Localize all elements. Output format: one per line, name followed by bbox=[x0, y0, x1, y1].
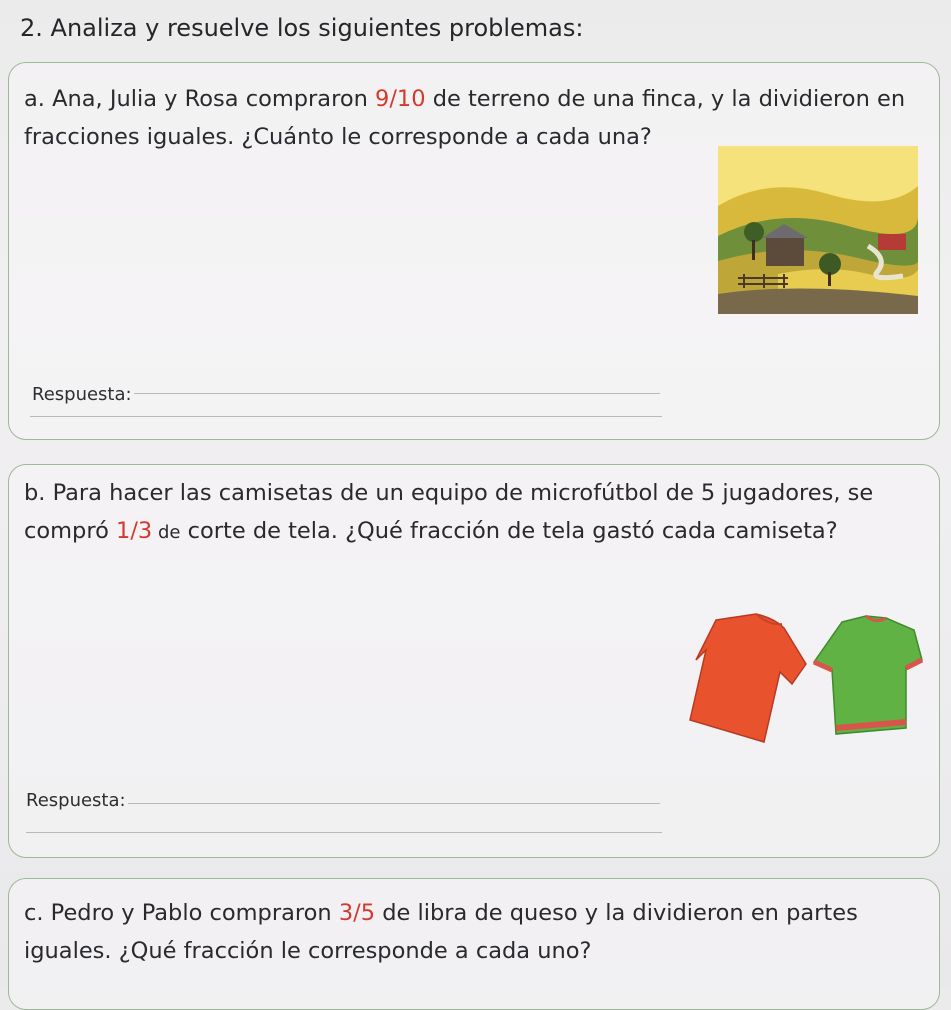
problem-b-answer-line-2 bbox=[26, 832, 662, 833]
problem-c-fraction: 3/5 bbox=[338, 900, 376, 926]
problem-b-answer-line-1 bbox=[128, 803, 660, 804]
problem-a-answer-line-2 bbox=[30, 416, 662, 417]
problem-c-post: de libra de queso y la dividieron en partes iguales. ¿Qué fracción le corresponde a cada uno? bbox=[24, 900, 858, 964]
problem-b-pre: b. Para hacer las camisetas de un equipo de microfútbol de 5 jugadores, se compró bbox=[24, 480, 874, 544]
problem-b-post: corte de tela. ¿Qué fracción de tela gastó cada camiseta? bbox=[180, 518, 838, 544]
problem-b-post-small: de bbox=[152, 522, 181, 543]
problem-a-answer-line-1 bbox=[134, 393, 660, 394]
problem-c-pre: c. Pedro y Pablo compraron bbox=[24, 900, 339, 926]
problem-b-text bbox=[24, 474, 924, 552]
problem-a-text bbox=[24, 80, 924, 156]
problem-b-fraction: 1/3 bbox=[116, 518, 153, 544]
exercise-title: 2. Analiza y resuelve los siguientes problemas: bbox=[20, 14, 584, 42]
t-shirts-illustration bbox=[686, 610, 926, 750]
problem-a-pre: a. Ana, Julia y Rosa compraron bbox=[24, 86, 376, 112]
farm-illustration bbox=[718, 146, 918, 314]
problem-a-answer-label: Respuesta: bbox=[32, 384, 132, 405]
problem-a-post: de terreno de una finca, y la dividieron en fracciones iguales. ¿Cuánto le corresponde a cada una? bbox=[24, 86, 906, 150]
problem-c-text bbox=[24, 894, 924, 970]
problem-a-fraction: 9/10 bbox=[375, 86, 426, 112]
problem-b-answer-label: Respuesta: bbox=[26, 790, 126, 811]
